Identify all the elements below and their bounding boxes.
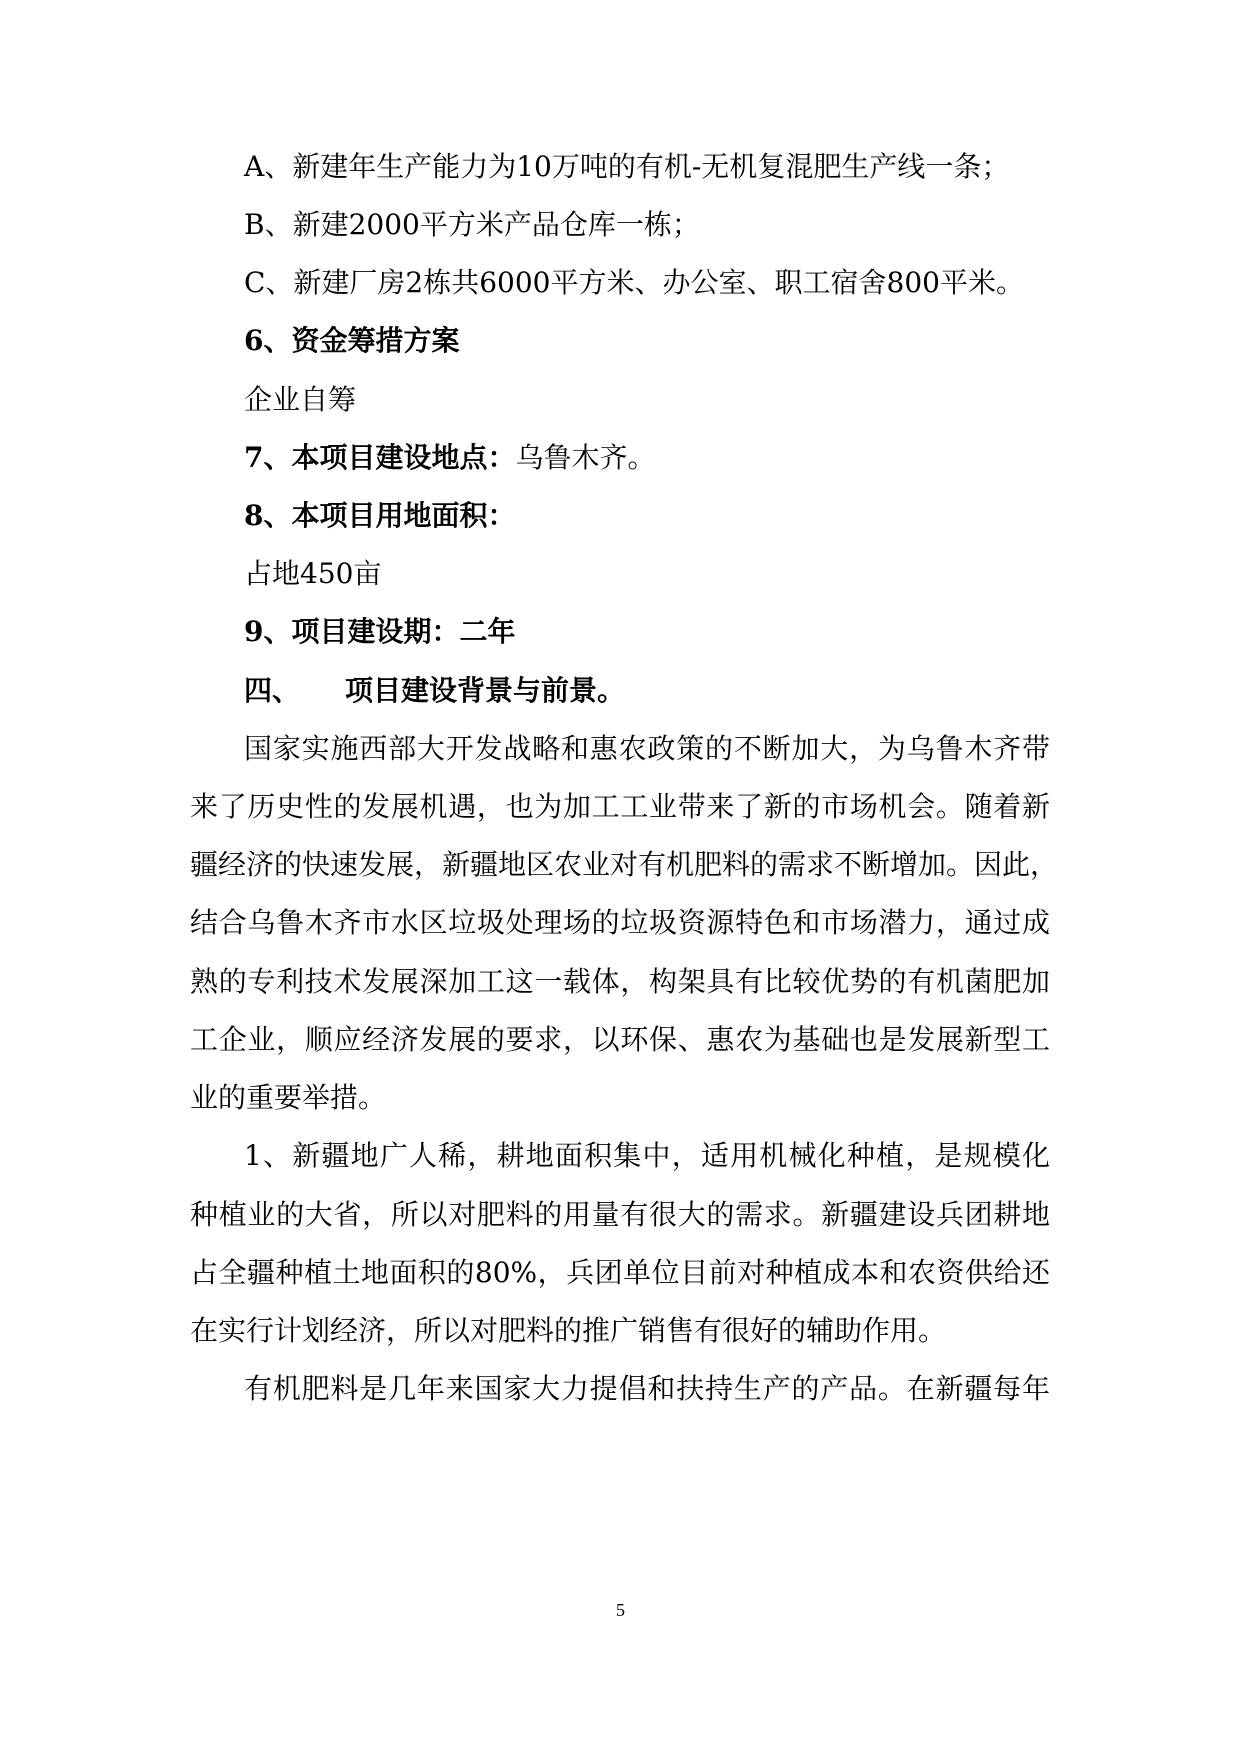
section-7-heading: 7、本项目建设地点： (244, 441, 516, 474)
item-c: C、新建厂房2栋共6000平方米、办公室、职工宿舍800平米。 (244, 266, 1024, 299)
section-9-heading: 9、项目建设期：二年 (244, 615, 516, 648)
paragraph-1-line-6: 工企业，顺应经济发展的要求，以环保、惠农为基础也是发展新型工 (190, 1023, 1050, 1056)
paragraph-3-line-1: 有机肥料是几年来国家大力提倡和扶持生产的产品。在新疆每年 (244, 1372, 1050, 1405)
item-b: B、新建2000平方米产品仓库一栋； (244, 208, 700, 241)
paragraph-2-line-1: 1、新疆地广人稀，耕地面积集中，适用机械化种植，是规模化 (244, 1139, 1050, 1172)
section-6-heading: 6、资金筹措方案 (244, 324, 460, 357)
paragraph-1-line-5: 熟的专利技术发展深加工这一载体，构架具有比较优势的有机菌肥加 (190, 965, 1050, 998)
page-number: 5 (616, 1600, 625, 1620)
paragraph-1-line-1: 国家实施西部大开发战略和惠农政策的不断加大，为乌鲁木齐带 (244, 732, 1050, 765)
paragraph-2-line-3: 占全疆种植土地面积的80%，兵团单位目前对种植成本和农资供给还 (190, 1256, 1050, 1289)
chapter-4-number: 四、 (244, 674, 301, 707)
section-8-body: 占地450亩 (244, 557, 382, 590)
paragraph-1-line-4: 结合乌鲁木齐市水区垃圾处理场的垃圾资源特色和市场潜力，通过成 (190, 906, 1050, 939)
section-8-heading: 8、本项目用地面积： (244, 499, 516, 532)
section-7 (244, 438, 656, 478)
chapter-4-title: 项目建设背景与前景。 (345, 674, 626, 707)
section-7-value: 乌鲁木齐。 (515, 441, 656, 474)
paragraph-2-line-2: 种植业的大省，所以对肥料的用量有很大的需求。新疆建设兵团耕地 (190, 1198, 1050, 1231)
section-6-body: 企业自筹 (244, 383, 357, 416)
item-a: A、新建年生产能力为10万吨的有机-无机复混肥生产线一条； (244, 150, 1010, 183)
paragraph-1-line-2: 来了历史性的发展机遇，也为加工工业带来了新的市场机会。随着新 (190, 790, 1050, 823)
paragraph-1-line-3: 疆经济的快速发展，新疆地区农业对有机肥料的需求不断增加。因此， (190, 848, 1059, 881)
paragraph-2-line-4: 在实行计划经济，所以对肥料的推广销售有很好的辅助作用。 (190, 1314, 947, 1347)
paragraph-1-line-7: 业的重要举措。 (190, 1081, 387, 1114)
